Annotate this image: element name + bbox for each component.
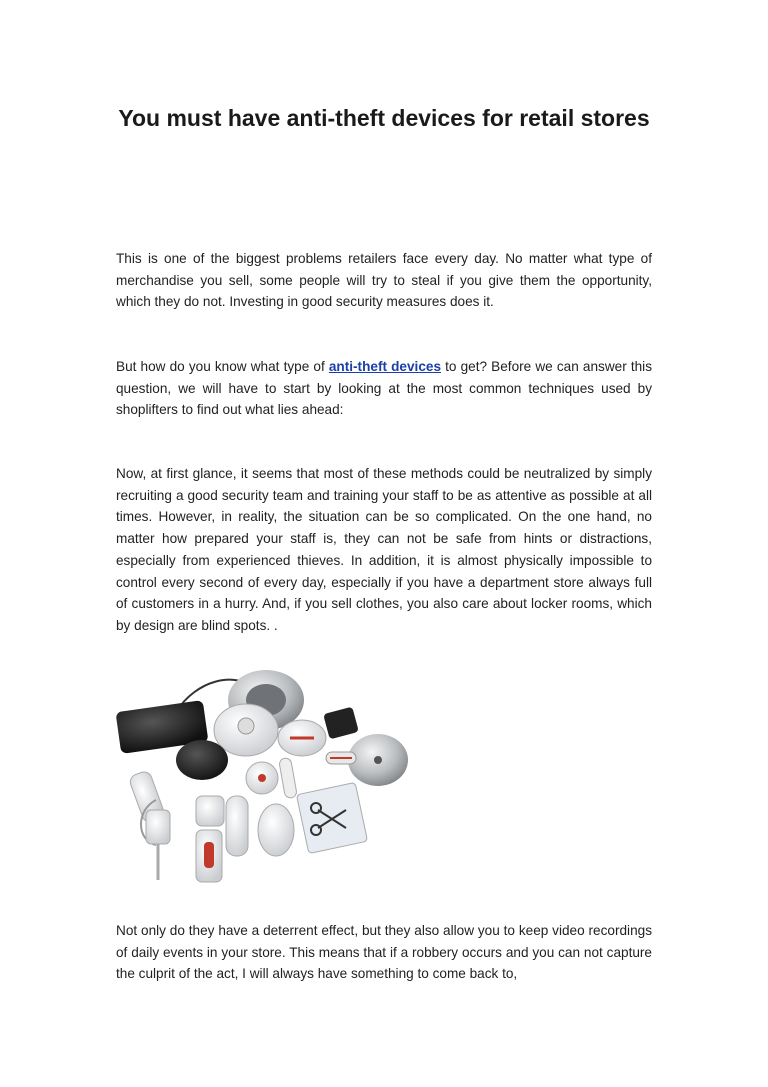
anti-theft-devices-link[interactable]: anti-theft devices <box>328 359 442 374</box>
anti-theft-devices-photo <box>116 660 416 892</box>
paragraph-question-start: But how do you know what type of <box>116 359 329 374</box>
paragraph-benefits: Not only do they have a deterrent effect, but they also allow you to keep video recordings of daily events in your store. This means that if a robbery occurs and you can not capture the culprit of the act, I will always have something to come back to, <box>116 923 652 982</box>
paragraph-question <box>116 356 652 421</box>
paragraph-question-end: to get? Before we can answer this question, we will have to start by looking at the most common techniques used by shoplifters to find out what lies ahead: <box>116 359 653 418</box>
paragraph-analysis: Now, at first glance, it seems that most of these methods could be neutralized by simply recruiting a good security team and training your staff to be as attentive as possible at all times. However, in reality, the situation can be so complicated. On the one hand, no matter how prepared your staff is, they can not be safe from hints or distractions, especially from experienced thieves. In addition, it is almost physically impossible to control every second of every day, especially if you have a department store always full of customers in a hurry. And, if you sell clothes, you also care about locker rooms, which by design are blind spots. . <box>116 466 652 633</box>
paragraph-intro: This is one of the biggest problems retailers face every day. No matter what type of merchandise you sell, some people will try to steal if you give them the opportunity, which they do not. Investing in good security measures does it. <box>116 251 652 310</box>
page-title: You must have anti-theft devices for retail stores <box>118 105 650 131</box>
